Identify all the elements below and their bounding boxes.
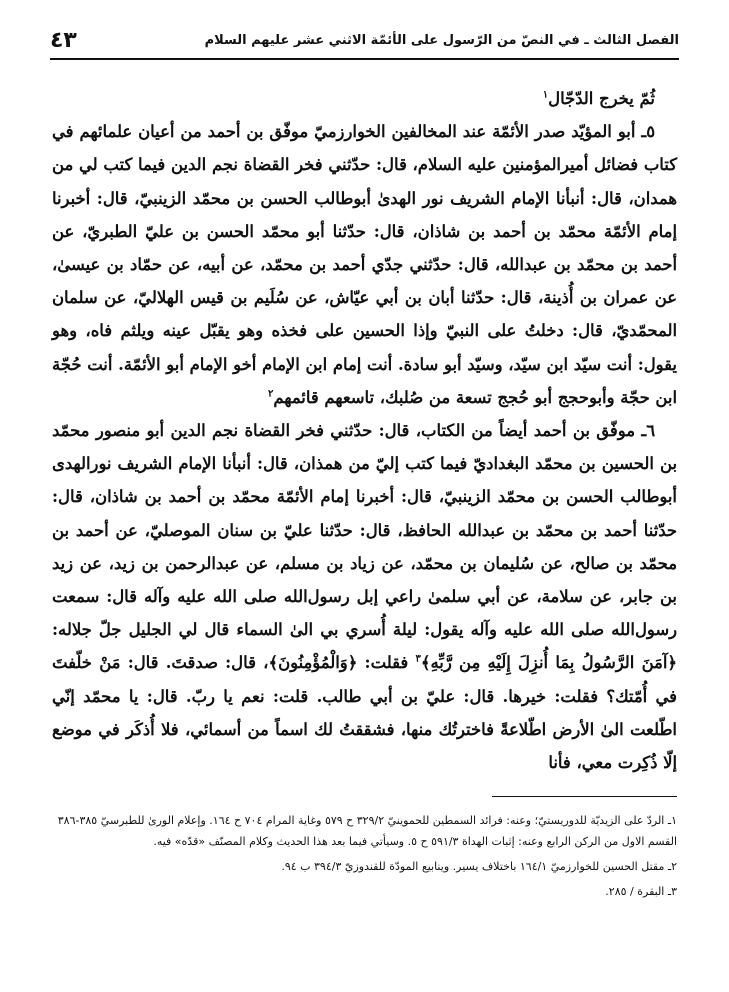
page-number: ٤٣ bbox=[50, 27, 77, 53]
paragraph-1-text: ثُمّ يخرج الدّجّال bbox=[548, 89, 655, 108]
paragraph-1 bbox=[52, 82, 677, 115]
main-text bbox=[52, 82, 677, 779]
paragraph-3 bbox=[52, 414, 677, 779]
footnote-ref-3[interactable]: ٣ bbox=[415, 653, 421, 665]
footnotes bbox=[52, 810, 677, 906]
footnote-2: ٢ـ مقتل الحسين للخوارزميّ ١٦٤/١ باختلاف يسير. وينابيع المودّة للقندوزيّ ٣٩٤/٣ ب ٩٤. bbox=[281, 860, 677, 873]
paragraph-3-continuation: فقلت: ﴿وَالْمُؤْمِنُونَ﴾، قال: صدقتَ. قال: مَنْ خلّفتَ في أُمّتك؟ فقلت: خيرها. قال: عليّ بن أبي طالب. قلت: نعم يا ربّ. قال: يا محمّد إنّي اطّلعت الىٰ الأرض اطّلاعةً فاخترتُك منها، فشققتُ لك اسماً من أسمائي، فلا أُذكَر في موضع إلّا ذُكِرت معي، فأنا bbox=[52, 653, 677, 773]
footnote-3: ٣ـ البقرة / ٢٨٥. bbox=[605, 885, 677, 898]
footnote-divider bbox=[492, 796, 677, 797]
running-title: الفصل الثالث ـ في النصّ من الرّسول على الأئمّة الاثني عشر عليهم السلام bbox=[204, 32, 679, 48]
footnote-ref-1[interactable]: ١ bbox=[542, 89, 549, 101]
paragraph-2 bbox=[52, 115, 677, 414]
paragraph-3-text: ٦ـ موفّق بن أحمد أيضاً من الكتاب، قال: حدّثني فخر القضاة نجم الدين أبو منصور محمّد بن الحسين بن محمّد البغداديّ فيما كتب إليّ من همذان، قال: أنبأنا الإمام الشريف نورالهدى أبوطالب الحسن بن محمّد الزينبيّ، قال: أخبرنا إمام الأئمّة محمّد بن أحمد بن شاذان، قال: حدّثنا أحمد بن محمّد بن عبدالله الحافظ، قال: حدّثنا عليّ بن سنان الموصليّ، عن أحمد بن محمّد بن صالح، عن سُليمان بن محمّد، عن زياد بن مسلم، عن عبدالرحمن بن زيد، عن زيد بن جابر، عن سلامة، عن أبي سلمىٰ راعي إبل رسول‌الله صلى الله عليه وآله قال: سمعت رسول‌الله صلى الله عليه وآله يقول: ليلة أُسري بي الىٰ السماء قال لي الجليل جلّ جلاله: ﴿آمَنَ الرَّسُولُ بِمَا أُنزِلَ إِلَيْهِ مِن رَّبِّهِ﴾ bbox=[52, 421, 677, 673]
header-divider bbox=[50, 58, 679, 60]
footnote-ref-2[interactable]: ٢ bbox=[267, 388, 274, 400]
footnote-1: ١ـ الردّ على الزيديّة للدوريستيّ؛ وعنه: فرائد السمطين للحموينيّ ٣٢٩/٢ ح ٥٧٩ وغاية المرام ٧٠٤ ح ١٦٤. وإعلام الورىٰ للطبرسيّ ٣٨٥-٣٨٦ القسم الاول من الركن الرابع وعنه: إثبات الهداة ٥٩١/٣ ح ٥. وسيأتي فيما بعد هذا الحديث وكلام المصنّف «قدّه» فيه. bbox=[57, 814, 677, 848]
paragraph-2-text: ٥ـ أبو المؤيّد صدر الأئمّة عند المخالفين الخوارزميّ موفّق بن أحمد من أعيان علمائهم في كتاب فضائل أميرالمؤمنين عليه السلام، قال: حدّثني فخر القضاة نجم الدين فيما كتب لي من همدان، قال: أنبأنا الإمام الشريف نور الهدىٰ أبوطالب الحسن بن محمّد الزينبيّ، قال: أخبرنا إمام الأئمّة محمّد بن أحمد بن شاذان، قال: حدّثنا أبو محمّد الحسن بن عليّ الطبريّ، عن أحمد بن محمّد بن عبدالله، قال: حدّثني جدّي أحمد بن محمّد، عن أبيه، عن حمّاد بن عيسىٰ، عن عمران بن أُذينة، قال: حدّثنا أبان بن أبي عيّاش، عن سُلَيم بن قيس الهلاليّ، عن سلمان المحمّديّ، قال: دخلتُ على النبيّ وإذا الحسين على فخذه وهو يقبّل عينه ويلثم فاه، وهو يقول: أنت سيّد ابن سيّد، وسيّد أبو سادة. أنت إمام ابن الإمام أخو الإمام أبو الأئمّة. أنت حُجّة ابن حجّة وأبوحجج أبو حُجج تسعة من صُلبك، تاسعهم قائمهم bbox=[52, 122, 677, 407]
running-header bbox=[50, 26, 679, 54]
